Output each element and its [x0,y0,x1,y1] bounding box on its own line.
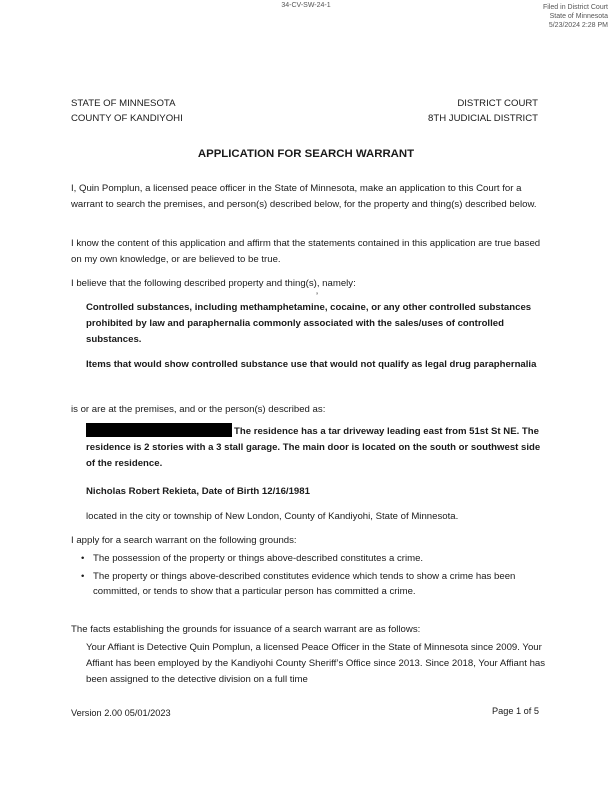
document-title: APPLICATION FOR SEARCH WARRANT [197,148,415,160]
intro-paragraph: I, Quin Pomplun, a licensed peace officer in the State of Minnesota, make an application to this Court for a warrant to search the premises, and person(s) described below, for the property and thing(s) described below. [71,183,537,211]
items-paragraph-2: Items that would show controlled substance use that would not qualify as legal drug paraphernalia [86,359,537,370]
facts-intro: The facts establishing the grounds for issuance of a search warrant are as follows: [71,624,421,635]
filed-date-line: 5/23/2024 2:28 PM [548,22,608,29]
grounds-intro: I apply for a search warrant on the following grounds: [71,535,297,546]
grounds-item: • The possession of the property or things above-described constitutes a crime. [80,551,542,567]
grounds-list [80,551,542,602]
caption-county: COUNTY OF KANDIYOHI [71,112,183,124]
grounds-item: • The property or things above-described constitutes evidence which tends to show a crime has been committed, or tends to show that a particular person has committed a crime. [80,569,542,600]
residence-text: The residence has a tar driveway leading east from 51st St NE. The residence is 2 stories with a 3 stall garage. The main door is located on the south or southwest side of the residence. [86,426,541,469]
stray-mark: ’ [316,291,318,301]
filed-line: Filed in District Court [543,4,608,11]
redaction-bar [86,423,232,437]
caption-court-name: DISTRICT COURT [457,98,538,109]
facts-paragraph: Your Affiant is Detective Quin Pomplun, a licensed Peace Officer in the State of Minnesota since 2009. Your Affiant has been employed by the Kandiyohi County Sheriff’s Office since 2013. Since 2018, Your Affiant has been assigned to the detective division on a full time [86,642,546,686]
filed-state-line: State of Minnesota [549,13,608,20]
premises-intro: is or are at the premises, and or the person(s) described as: [71,404,326,415]
case-number-stamp: 34-CV-SW-24-1 [281,2,331,9]
residence-paragraph [86,423,546,472]
location-paragraph: located in the city or township of New London, County of Kandiyohi, State of Minnesota. [86,511,459,522]
caption-district: 8TH JUDICIAL DISTRICT [428,112,538,124]
caption-court [428,97,538,126]
person-description: Nicholas Robert Rekieta, Date of Birth 12/16/1981 [86,486,310,497]
caption-state: STATE OF MINNESOTA [71,98,176,109]
caption-venue [71,97,183,126]
filed-stamp [543,3,608,30]
knowledge-paragraph: I know the content of this application and affirm that the statements contained in this application are true based on my own knowledge, or are believed to be true. [71,238,541,266]
version-footer: Version 2.00 05/01/2023 [71,708,171,718]
items-paragraph-1: Controlled substances, including methamphetamine, cocaine, or any other controlled substances prohibited by law and paraphernalia commonly associated with the sales/uses of controlled substances. [86,302,532,345]
belief-paragraph: I believe that the following described property and thing(s), namely: [71,278,356,289]
page-number: Page 1 of 5 [492,706,539,716]
